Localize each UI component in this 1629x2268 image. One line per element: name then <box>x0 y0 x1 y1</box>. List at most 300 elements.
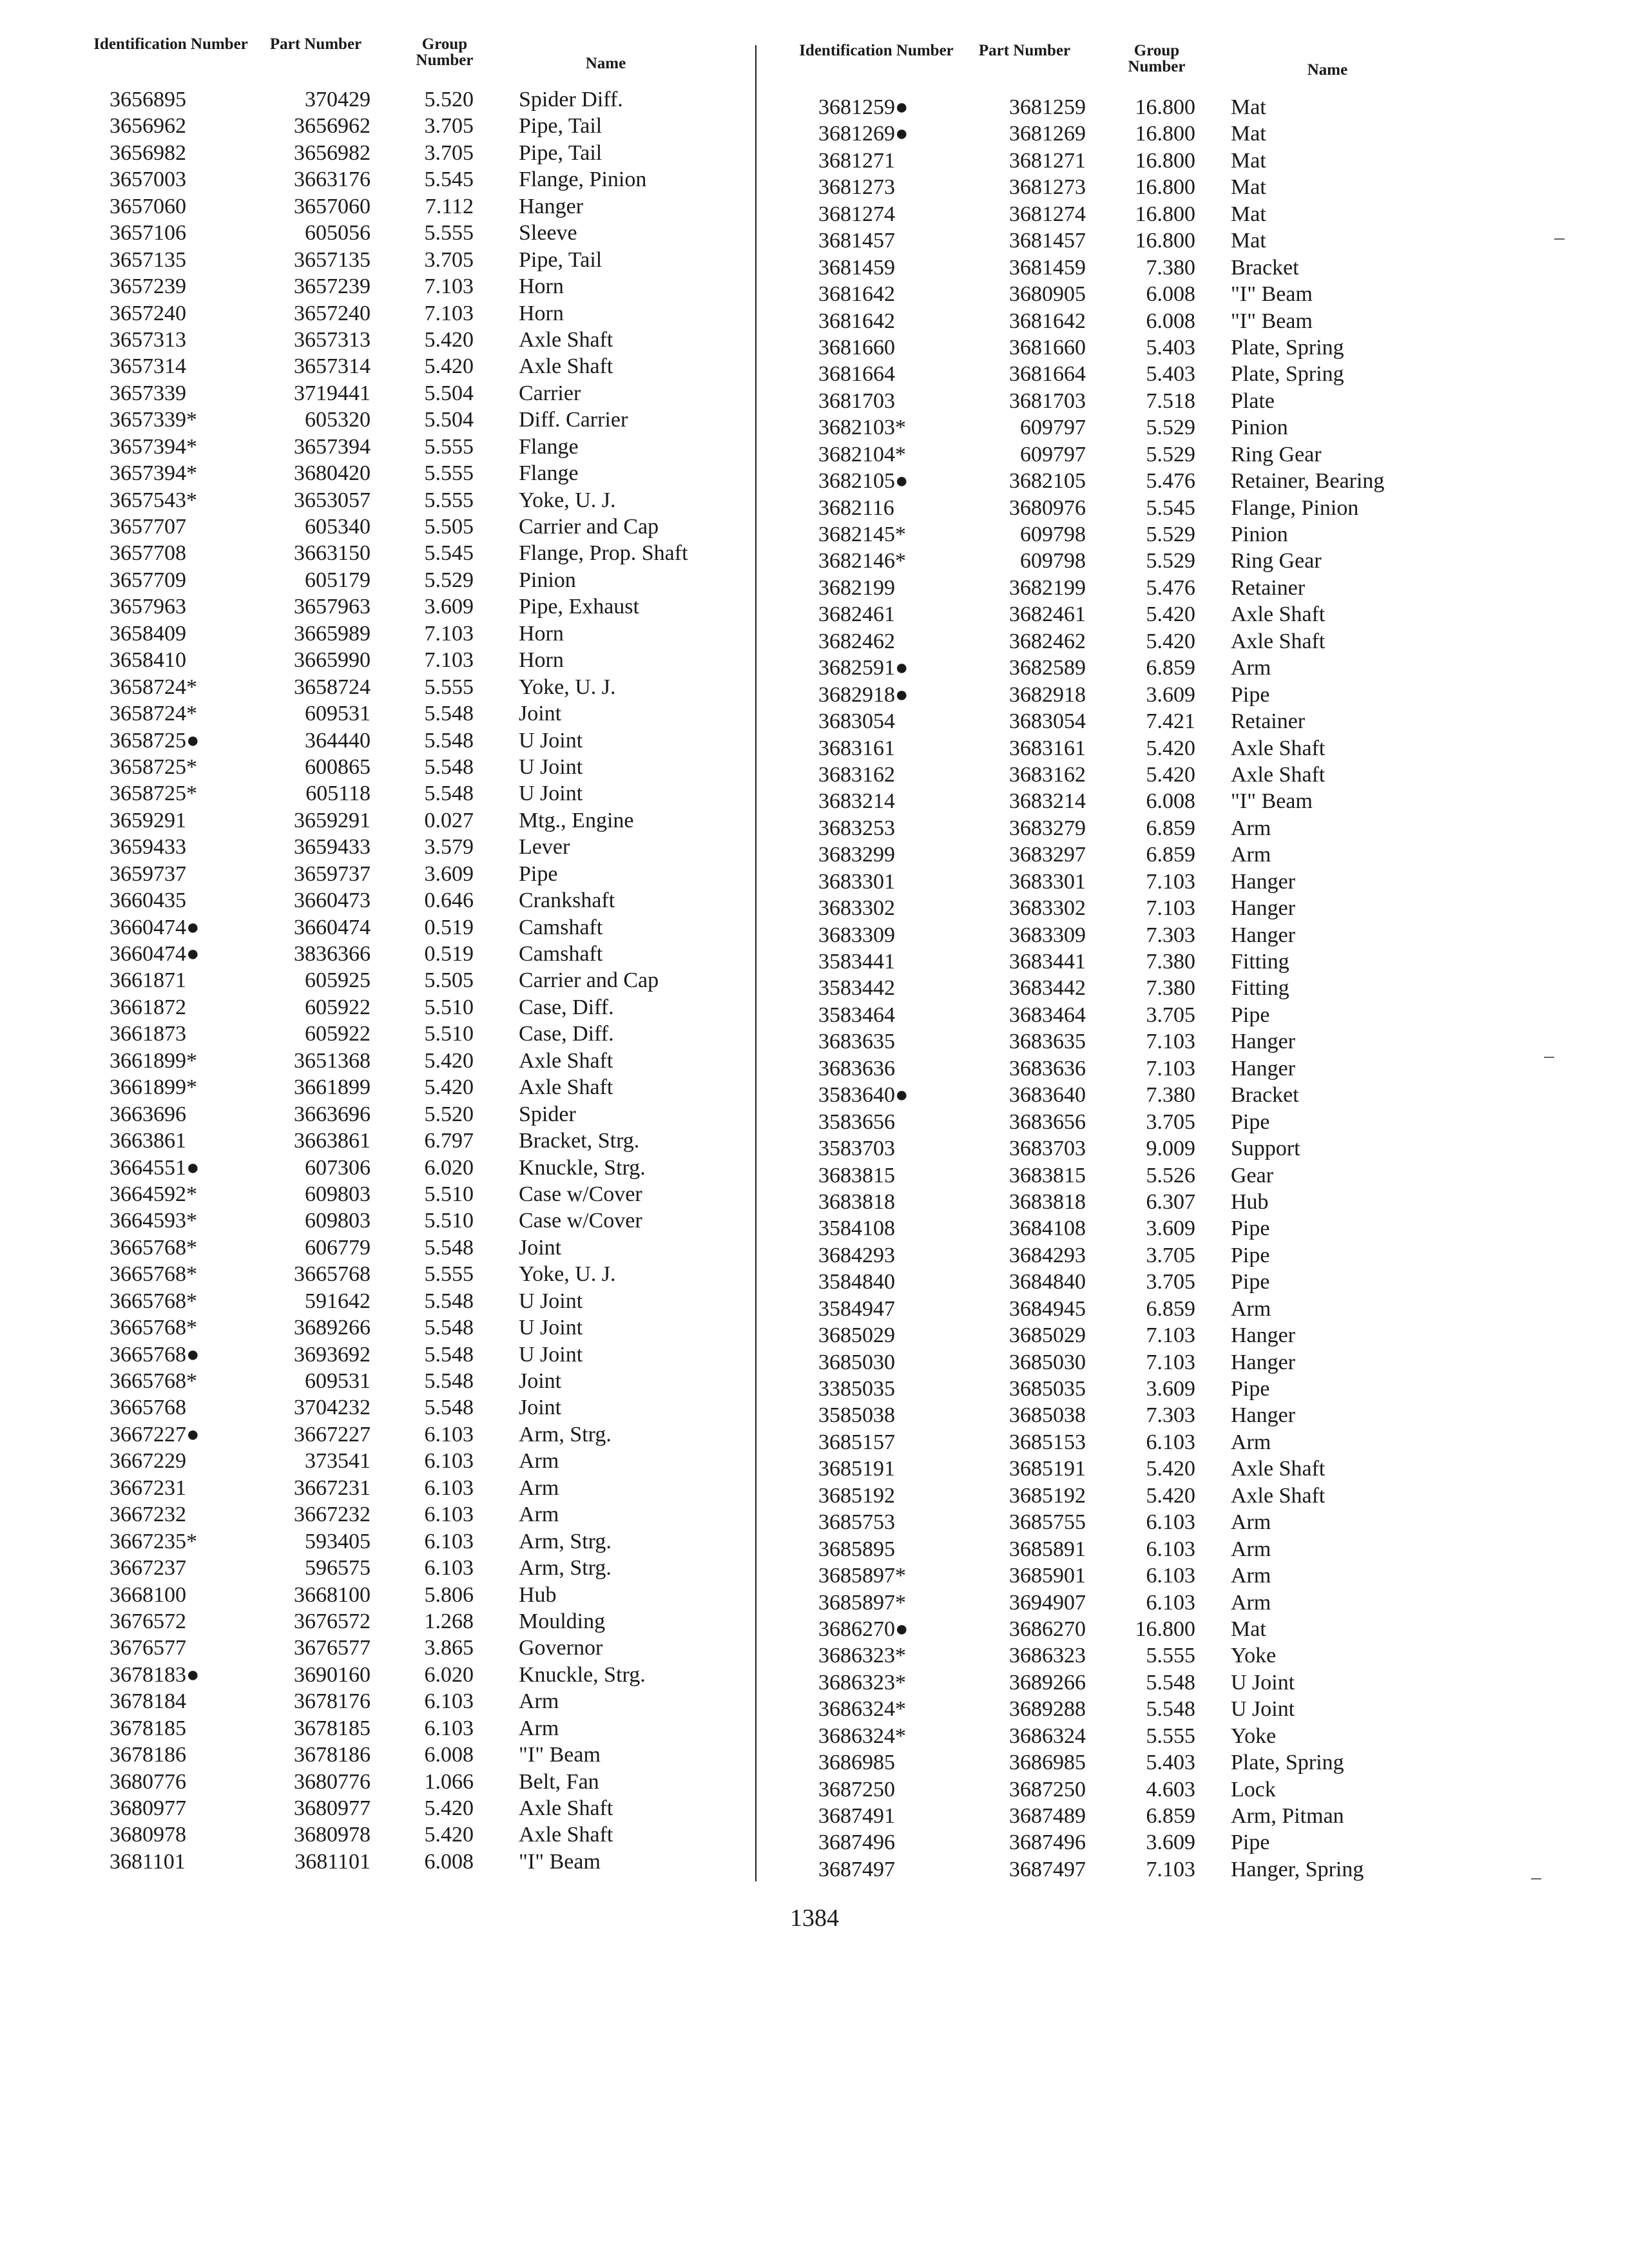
table-row <box>90 593 741 620</box>
group-number-cell: 5.420 <box>424 327 474 352</box>
name-cell: Axle Shaft <box>519 327 613 352</box>
table-row <box>90 1314 741 1341</box>
part-number-cell: 3665768 <box>294 1262 371 1287</box>
identification-number-cell: 3583640● <box>818 1083 909 1108</box>
name-cell: Crankshaft <box>519 889 615 913</box>
identification-number-cell: 3665768● <box>110 1342 200 1367</box>
part-number-cell: 3661899 <box>294 1075 371 1100</box>
table-row <box>90 1368 741 1394</box>
part-number-cell: 3682918 <box>1009 682 1086 707</box>
name-cell: Arm, Strg. <box>519 1529 612 1553</box>
identification-number-cell: 3657060 <box>110 194 186 218</box>
part-number-cell: 3683297 <box>1009 843 1086 867</box>
part-number-cell: 3680905 <box>1009 282 1086 307</box>
table-row <box>90 1688 741 1715</box>
table-row <box>793 334 1476 361</box>
identification-number-cell: 3667231 <box>110 1475 186 1500</box>
identification-number-cell: 3665768* <box>110 1235 197 1260</box>
part-number-cell: 3658724 <box>294 675 371 699</box>
name-cell: "I" Beam <box>1231 309 1313 333</box>
identification-number-cell: 3682462 <box>818 629 895 653</box>
name-cell: Carrier and Cap <box>519 515 659 539</box>
table-row <box>793 841 1476 868</box>
table-row <box>90 1421 741 1448</box>
identification-number-cell: 3584840 <box>818 1270 895 1294</box>
group-number-cell: 5.510 <box>424 1022 474 1046</box>
part-number-cell: 609803 <box>305 1182 371 1206</box>
table-row <box>90 1715 741 1742</box>
group-number-cell: 5.526 <box>1146 1163 1195 1187</box>
group-number-cell: 5.548 <box>424 1235 474 1260</box>
group-number-cell: 16.800 <box>1135 122 1195 146</box>
table-row <box>793 1002 1476 1028</box>
part-number-cell: 3676577 <box>294 1636 371 1660</box>
header-identification-number: Identification Number <box>799 42 954 59</box>
part-number-cell: 596575 <box>305 1556 371 1581</box>
part-number-cell: 605925 <box>305 968 371 993</box>
name-cell: U Joint <box>1231 1670 1295 1695</box>
name-cell: Spider <box>519 1102 576 1126</box>
name-cell: Arm <box>519 1716 559 1740</box>
name-cell: Yoke <box>1231 1724 1277 1748</box>
name-cell: Horn <box>519 274 564 299</box>
part-number-cell: 3687250 <box>1009 1777 1086 1802</box>
identification-number-cell: 3663861 <box>110 1129 186 1153</box>
part-number-cell: 3683656 <box>1009 1110 1086 1134</box>
part-number-cell: 3656962 <box>294 114 371 139</box>
name-cell: Mat <box>1231 229 1266 253</box>
table-row <box>793 201 1476 227</box>
identification-number-cell: 3657135 <box>110 247 186 272</box>
name-cell: Hanger <box>1231 869 1296 894</box>
name-cell: Joint <box>519 1396 562 1420</box>
header-group-number: Group Number <box>416 35 474 69</box>
identification-number-cell: 3683299 <box>818 843 895 867</box>
identification-number-cell: 3667227● <box>110 1422 200 1446</box>
group-number-cell: 3.705 <box>424 114 474 139</box>
identification-number-cell: 3661872 <box>110 995 186 1019</box>
part-number-cell: 3667232 <box>294 1503 371 1527</box>
group-number-cell: 6.020 <box>424 1662 474 1687</box>
identification-number-cell: 3681274 <box>818 202 895 226</box>
name-cell: Hanger <box>1231 923 1296 947</box>
part-number-cell: 3683302 <box>1009 896 1086 921</box>
group-number-cell: 7.112 <box>425 194 474 218</box>
identification-number-cell: 3657339* <box>110 408 197 432</box>
name-cell: Pipe <box>1231 1216 1270 1241</box>
table-row <box>90 1501 741 1528</box>
part-number-cell: 3663176 <box>294 168 371 192</box>
group-number-cell: 6.103 <box>424 1529 474 1553</box>
group-number-cell: 5.520 <box>424 1102 474 1126</box>
group-number-cell: 0.027 <box>424 808 474 832</box>
part-number-cell: 3685030 <box>1009 1350 1086 1374</box>
group-number-cell: 7.103 <box>1146 1857 1195 1881</box>
part-number-cell: 3682589 <box>1009 656 1086 680</box>
part-number-cell: 373541 <box>305 1449 371 1474</box>
part-number-cell: 3685153 <box>1009 1430 1086 1454</box>
name-cell: Pipe, Exhaust <box>519 595 639 619</box>
name-cell: Governor <box>519 1636 603 1660</box>
table-row <box>90 967 741 994</box>
part-number-cell: 609798 <box>1020 523 1086 546</box>
identification-number-cell: 3584108 <box>818 1216 895 1241</box>
part-number-cell: 3660474 <box>294 915 371 939</box>
part-number-cell: 3685035 <box>1009 1377 1086 1401</box>
name-cell: Arm <box>519 1689 559 1714</box>
part-number-cell: 3683636 <box>1009 1056 1086 1081</box>
part-number-cell: 3657135 <box>294 247 371 272</box>
name-cell: Axle Shaft <box>519 1048 613 1073</box>
identification-number-cell: 3663696 <box>110 1102 186 1126</box>
part-number-cell: 3685038 <box>1009 1403 1086 1428</box>
identification-number-cell: 3657314 <box>110 354 186 379</box>
name-cell: Knuckle, Strg. <box>519 1662 646 1687</box>
group-number-cell: 1.066 <box>424 1769 474 1794</box>
identification-number-cell: 3687250 <box>818 1777 895 1802</box>
group-number-cell: 5.529 <box>1146 523 1195 546</box>
part-number-cell: 3686323 <box>1009 1644 1086 1668</box>
identification-number-cell: 3683815 <box>818 1163 895 1187</box>
name-cell: Case w/Cover <box>519 1182 642 1206</box>
name-cell: Arm <box>519 1503 559 1527</box>
table-row <box>793 922 1476 948</box>
table-row <box>90 647 741 673</box>
identification-number-cell: 3681664 <box>818 362 895 387</box>
part-number-cell: 3680776 <box>294 1769 371 1794</box>
identification-number-cell: 3683818 <box>818 1189 895 1214</box>
group-number-cell: 5.555 <box>1146 1724 1195 1748</box>
part-number-cell: 3678185 <box>294 1716 371 1740</box>
part-number-cell: 3682462 <box>1009 629 1086 653</box>
part-number-cell: 3681459 <box>1009 255 1086 280</box>
name-cell: Axle Shaft <box>519 1796 613 1820</box>
group-number-cell: 7.380 <box>1146 976 1195 1001</box>
group-number-cell: 5.420 <box>1146 602 1195 627</box>
part-number-cell: 3681664 <box>1009 362 1086 387</box>
table-row <box>793 521 1476 548</box>
name-cell: Joint <box>519 1235 562 1260</box>
group-number-cell: 5.510 <box>424 1209 474 1233</box>
part-number-cell: 3685755 <box>1009 1510 1086 1535</box>
identification-number-cell: 3665768* <box>110 1369 197 1393</box>
group-number-cell: 7.518 <box>1146 389 1195 413</box>
group-number-cell: 5.548 <box>424 1342 474 1367</box>
name-cell: Horn <box>519 648 564 673</box>
group-number-cell: 7.103 <box>1146 1350 1195 1374</box>
identification-number-cell: 3681703 <box>818 389 895 413</box>
group-number-cell: 3.705 <box>1146 1003 1195 1027</box>
table-row <box>90 380 741 407</box>
table-row <box>793 1028 1476 1055</box>
table-row <box>90 140 741 166</box>
name-cell: Arm <box>1231 1564 1271 1588</box>
name-cell: Diff. Carrier <box>519 408 628 432</box>
part-number-cell: 3687497 <box>1009 1857 1086 1881</box>
part-number-cell: 609531 <box>305 702 371 726</box>
identification-number-cell: 3685895 <box>818 1537 895 1561</box>
identification-number-cell: 3685030 <box>818 1350 895 1374</box>
part-number-cell: 3657239 <box>294 274 371 299</box>
name-cell: Flange, Pinion <box>519 168 647 192</box>
part-number-cell: 609803 <box>305 1209 371 1233</box>
part-number-cell: 605118 <box>305 782 371 806</box>
identification-number-cell: 3657709 <box>110 568 186 592</box>
identification-number-cell: 3678184 <box>110 1689 186 1714</box>
identification-number-cell: 3681269● <box>818 122 909 146</box>
group-number-cell: 5.548 <box>424 1369 474 1393</box>
group-number-cell: 7.103 <box>1146 1323 1195 1348</box>
table-row <box>90 1448 741 1474</box>
name-cell: Camshaft <box>519 942 603 966</box>
identification-number-cell: 3686323* <box>818 1644 906 1668</box>
part-number-cell: 605340 <box>305 515 371 539</box>
name-cell: Arm, Pitman <box>1231 1804 1344 1828</box>
name-cell: Hanger <box>1231 1030 1296 1054</box>
table-row <box>793 655 1476 681</box>
table-row <box>90 914 741 941</box>
table-row <box>90 460 741 486</box>
part-number-cell: 600865 <box>305 754 371 779</box>
identification-number-cell: 3685192 <box>818 1483 895 1508</box>
identification-number-cell: 3661871 <box>110 968 186 993</box>
part-number-cell: 607306 <box>305 1155 371 1180</box>
part-number-cell: 609797 <box>1020 416 1086 440</box>
name-cell: Carrier and Cap <box>519 968 659 993</box>
part-number-cell: 3680420 <box>294 461 371 486</box>
identification-number-cell: 3660474● <box>110 915 200 939</box>
group-number-cell: 9.009 <box>1146 1137 1195 1161</box>
header-group-number: Group Number <box>1128 42 1186 75</box>
identification-number-cell: 3668100 <box>110 1582 186 1607</box>
part-number-cell: 3683640 <box>1009 1083 1086 1108</box>
name-cell: Sleeve <box>519 221 577 245</box>
margin-mark <box>1544 1057 1554 1058</box>
identification-number-cell: 3680978 <box>110 1823 186 1847</box>
group-number-cell: 6.008 <box>1146 789 1195 814</box>
right-column <box>793 0 1476 1881</box>
table-row <box>793 788 1476 814</box>
name-cell: Mat <box>1231 1617 1266 1641</box>
identification-number-cell: 3659433 <box>110 835 186 860</box>
identification-number-cell: 3664592* <box>110 1182 197 1206</box>
right-parts-list <box>793 94 1476 1883</box>
table-row <box>793 601 1476 628</box>
group-number-cell: 5.403 <box>1146 335 1195 360</box>
identification-number-cell: 3657394* <box>110 434 197 459</box>
part-number-cell: 3663696 <box>294 1102 371 1126</box>
part-number-cell: 3660473 <box>294 889 371 913</box>
part-number-cell: 3667227 <box>294 1422 371 1446</box>
part-number-cell: 3657963 <box>294 595 371 619</box>
table-row <box>90 1608 741 1635</box>
group-number-cell: 4.603 <box>1146 1777 1195 1802</box>
group-number-cell: 5.548 <box>1146 1697 1195 1722</box>
name-cell: Camshaft <box>519 915 603 939</box>
part-number-cell: 3684293 <box>1009 1243 1086 1267</box>
group-number-cell: 5.420 <box>1146 629 1195 653</box>
group-number-cell: 5.548 <box>424 782 474 806</box>
name-cell: Pipe <box>1231 1831 1270 1855</box>
identification-number-cell: 3683301 <box>818 869 895 894</box>
part-number-cell: 3657313 <box>294 327 371 352</box>
table-row <box>90 1742 741 1768</box>
table-row <box>793 1562 1476 1589</box>
identification-number-cell: 3685191 <box>818 1457 895 1481</box>
table-row <box>90 407 741 433</box>
name-cell: Hub <box>1231 1189 1269 1214</box>
identification-number-cell: 3660435 <box>110 889 186 913</box>
table-row <box>90 1821 741 1848</box>
part-number-cell: 3686985 <box>1009 1751 1086 1775</box>
group-number-cell: 5.476 <box>1146 575 1195 600</box>
table-row <box>90 674 741 700</box>
group-number-cell: 5.420 <box>424 1075 474 1100</box>
group-number-cell: 5.555 <box>424 675 474 699</box>
name-cell: Retainer, Bearing <box>1231 469 1385 494</box>
group-number-cell: 6.103 <box>424 1689 474 1714</box>
part-number-cell: 3684840 <box>1009 1270 1086 1294</box>
name-cell: Axle Shaft <box>519 1823 613 1847</box>
part-number-cell: 3689288 <box>1009 1697 1086 1722</box>
name-cell: Pipe, Tail <box>519 140 602 165</box>
part-number-cell: 3678186 <box>294 1743 371 1767</box>
table-row <box>90 1849 741 1875</box>
identification-number-cell: 3658724* <box>110 702 197 726</box>
group-number-cell: 16.800 <box>1135 148 1195 173</box>
name-cell: "I" Beam <box>519 1743 601 1767</box>
part-number-cell: 3683162 <box>1009 762 1086 787</box>
group-number-cell: 5.403 <box>1146 1751 1195 1775</box>
table-row <box>793 815 1476 841</box>
identification-number-cell: 3657003 <box>110 168 186 192</box>
identification-number-cell: 3658725* <box>110 782 197 806</box>
name-cell: Belt, Fan <box>519 1769 599 1794</box>
group-number-cell: 5.529 <box>1146 416 1195 440</box>
part-number-cell: 3704232 <box>294 1396 371 1420</box>
name-cell: Ring Gear <box>1231 442 1322 466</box>
name-cell: Support <box>1231 1137 1300 1161</box>
group-number-cell: 3.609 <box>1146 1216 1195 1241</box>
group-number-cell: 5.555 <box>1146 1644 1195 1668</box>
group-number-cell: 3.865 <box>424 1636 474 1660</box>
table-row <box>90 1288 741 1314</box>
identification-number-cell: 3656962 <box>110 114 186 139</box>
identification-number-cell: 3687491 <box>818 1804 895 1828</box>
identification-number-cell: 3685029 <box>818 1323 895 1348</box>
table-row <box>793 1642 1476 1669</box>
identification-number-cell: 3656895 <box>110 88 186 111</box>
group-number-cell: 6.020 <box>424 1155 474 1180</box>
table-row <box>90 1181 741 1207</box>
name-cell: Mat <box>1231 175 1266 200</box>
group-number-cell: 3.609 <box>424 861 474 886</box>
group-number-cell: 16.800 <box>1135 175 1195 200</box>
table-row <box>793 495 1476 521</box>
name-cell: Bracket, Strg. <box>519 1129 640 1153</box>
group-number-cell: 0.646 <box>424 889 474 913</box>
group-number-cell: 6.103 <box>1146 1430 1195 1454</box>
table-row <box>90 193 741 220</box>
group-number-cell: 5.545 <box>424 541 474 566</box>
table-row <box>793 281 1476 307</box>
identification-number-cell: 3678186 <box>110 1743 186 1767</box>
name-cell: U Joint <box>519 1342 583 1367</box>
part-number-cell: 605320 <box>305 408 371 432</box>
group-number-cell: 6.307 <box>1146 1189 1195 1214</box>
identification-number-cell: 3676577 <box>110 1636 186 1660</box>
table-row <box>90 807 741 834</box>
identification-number-cell: 3682199 <box>818 575 895 600</box>
identification-number-cell: 3665768* <box>110 1262 197 1287</box>
name-cell: Plate, Spring <box>1231 1751 1344 1775</box>
part-number-cell: 3687489 <box>1009 1804 1086 1828</box>
part-number-cell: 3719441 <box>294 381 371 405</box>
group-number-cell: 5.548 <box>424 1396 474 1420</box>
part-number-cell: 3683464 <box>1009 1003 1086 1027</box>
group-number-cell: 3.705 <box>1146 1110 1195 1134</box>
identification-number-cell: 3659737 <box>110 861 186 886</box>
group-number-cell: 5.548 <box>424 702 474 726</box>
name-cell: Retainer <box>1231 709 1306 734</box>
part-number-cell: 3685192 <box>1009 1483 1086 1508</box>
name-cell: Axle Shaft <box>519 1075 613 1100</box>
identification-number-cell: 3685897* <box>818 1590 906 1615</box>
identification-number-cell: 3681259● <box>818 95 909 119</box>
identification-number-cell: 3682145* <box>818 523 906 546</box>
part-number-cell: 3653057 <box>294 488 371 512</box>
group-number-cell: 6.859 <box>1146 1804 1195 1828</box>
name-cell: U Joint <box>519 1289 583 1313</box>
name-cell: Yoke, U. J. <box>519 488 616 512</box>
table-row <box>793 1669 1476 1696</box>
left-column-header <box>90 0 741 77</box>
identification-number-cell: 3583464 <box>818 1003 895 1027</box>
identification-number-cell: 3657106 <box>110 221 186 245</box>
table-row <box>90 247 741 273</box>
name-cell: Joint <box>519 1369 562 1393</box>
name-cell: "I" Beam <box>519 1849 601 1874</box>
table-row <box>90 86 741 113</box>
group-number-cell: 3.705 <box>424 140 474 165</box>
identification-number-cell: 3658725* <box>110 754 197 779</box>
table-row <box>793 308 1476 334</box>
table-row <box>90 353 741 380</box>
identification-number-cell: 3583442 <box>818 976 895 1001</box>
table-row <box>90 861 741 887</box>
name-cell: Horn <box>519 621 564 646</box>
part-number-cell: 605179 <box>305 568 371 592</box>
group-number-cell: 7.103 <box>424 621 474 646</box>
identification-number-cell: 3683161 <box>818 736 895 760</box>
table-row <box>793 682 1476 708</box>
group-number-cell: 6.008 <box>424 1849 474 1874</box>
group-number-cell: 7.103 <box>424 648 474 673</box>
part-number-cell: 3659291 <box>294 808 371 832</box>
identification-number-cell: 3657707 <box>110 515 186 539</box>
table-row <box>90 273 741 300</box>
table-row <box>793 1749 1476 1776</box>
part-number-cell: 3686270 <box>1009 1617 1086 1641</box>
table-row <box>793 1402 1476 1428</box>
part-number-cell: 3681101 <box>294 1849 371 1874</box>
name-cell: Arm <box>519 1475 559 1500</box>
name-cell: Pinion <box>1231 523 1288 546</box>
name-cell: Mat <box>1231 95 1266 119</box>
group-number-cell: 5.420 <box>424 354 474 379</box>
part-number-cell: 3659433 <box>294 835 371 860</box>
group-number-cell: 5.420 <box>1146 1483 1195 1508</box>
